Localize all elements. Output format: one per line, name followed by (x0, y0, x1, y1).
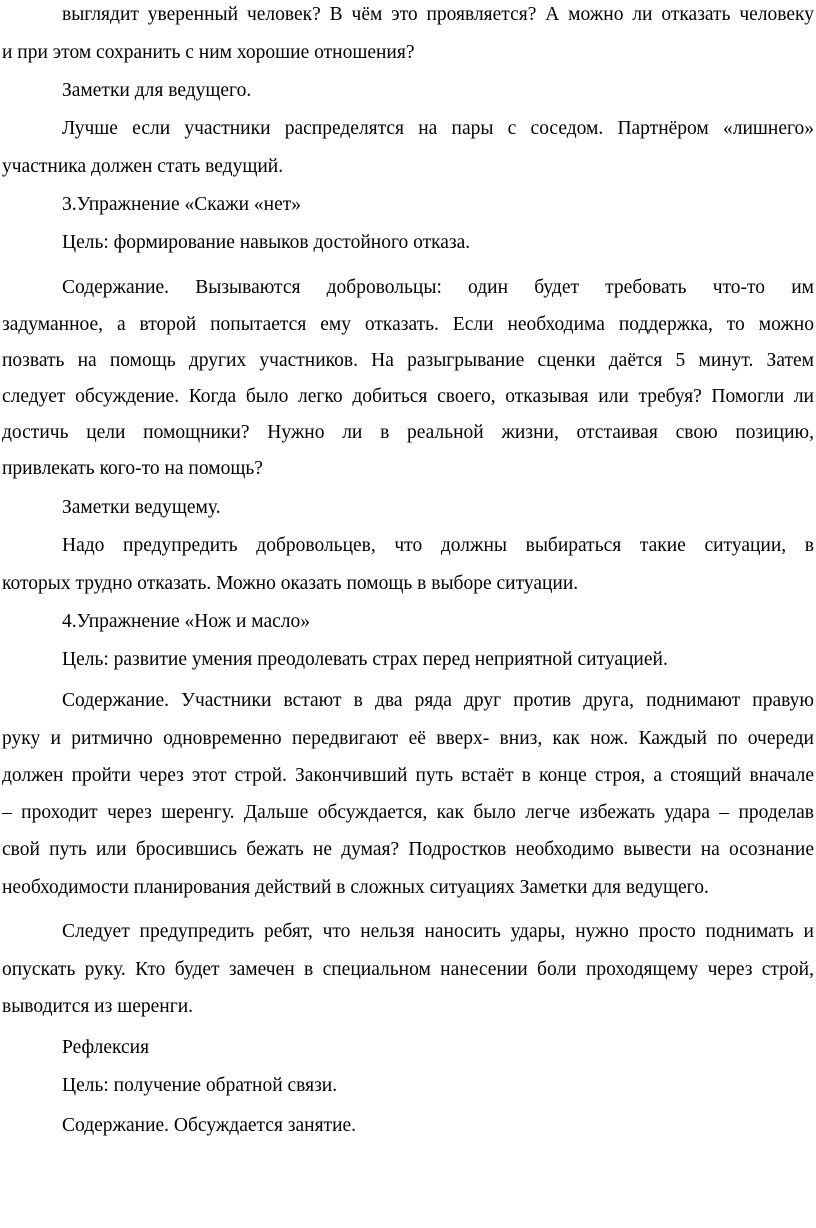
text-line: Цель: формирование навыков достойного отказа. (62, 232, 471, 253)
text-line: привлекать кого-то на помощь? (2, 458, 263, 479)
section-heading: Рефлексия (62, 1037, 150, 1058)
text-line: – проходит через шеренгу. Дальше обсуждается, как было легче избежать удара – проделав (2, 802, 814, 823)
text-line: Содержание. Вызываются добровольцы: один будет требовать что-то им (62, 277, 814, 298)
text-line: свой путь или бросившись бежать не думая? Подростков необходимо вывести на осознание (2, 839, 814, 860)
text-line: Содержание. Участники встают в два ряда друг против друга, поднимают правую (62, 690, 814, 711)
text-line: Лучше если участники распределятся на пары с соседом. Партнёром «лишнего» (62, 118, 814, 139)
text-line: Цель: получение обратной связи. (62, 1075, 338, 1096)
text-line: необходимости планирования действий в сложных ситуациях Заметки для ведущего. (2, 877, 709, 898)
text-line: Цель: развитие умения преодолевать страх перед неприятной ситуацией. (62, 649, 668, 670)
text-line: участника должен стать ведущий. (2, 156, 284, 177)
exercise-heading: 4.Упражнение «Нож и масло» (62, 611, 311, 632)
text-line: Заметки для ведущего. (62, 80, 252, 101)
exercise-heading: 3.Упражнение «Скажи «нет» (62, 194, 302, 215)
text-line: Надо предупредить добровольцев, что должны выбираться такие ситуации, в (62, 535, 814, 556)
text-line: опускать руку. Кто будет замечен в специальном нанесении боли проходящему через строй, (2, 959, 814, 980)
text-line: выглядит уверенный человек? В чём это проявляется? А можно ли отказать человеку (62, 4, 814, 25)
text-line: достичь цели помощники? Нужно ли в реальной жизни, отстаивая свою позицию, (2, 422, 814, 443)
text-line: следует обсуждение. Когда было легко добиться своего, отказывая или требуя? Помогли ли (2, 386, 814, 407)
text-line: Заметки ведущему. (62, 497, 221, 518)
text-line: задуманное, а второй попытается ему отказать. Если необходима поддержка, то можно (2, 314, 814, 335)
text-line: и при этом сохранить с ним хорошие отношения? (2, 42, 415, 63)
text-line: выводится из шеренги. (2, 996, 194, 1017)
text-line: должен пройти через этот строй. Закончивший путь встаёт в конце строя, а стоящий вначале (2, 765, 814, 786)
text-line: позвать на помощь других участников. На разыгрывание сценки даётся 5 минут. Затем (2, 350, 814, 371)
text-line: руку и ритмично одновременно передвигают её вверх- вниз, как нож. Каждый по очереди (2, 728, 814, 749)
text-line: Следует предупредить ребят, что нельзя наносить удары, нужно просто поднимать и (62, 921, 814, 942)
text-line: Содержание. Обсуждается занятие. (62, 1115, 357, 1136)
text-line: которых трудно отказать. Можно оказать помощь в выборе ситуации. (2, 573, 579, 594)
